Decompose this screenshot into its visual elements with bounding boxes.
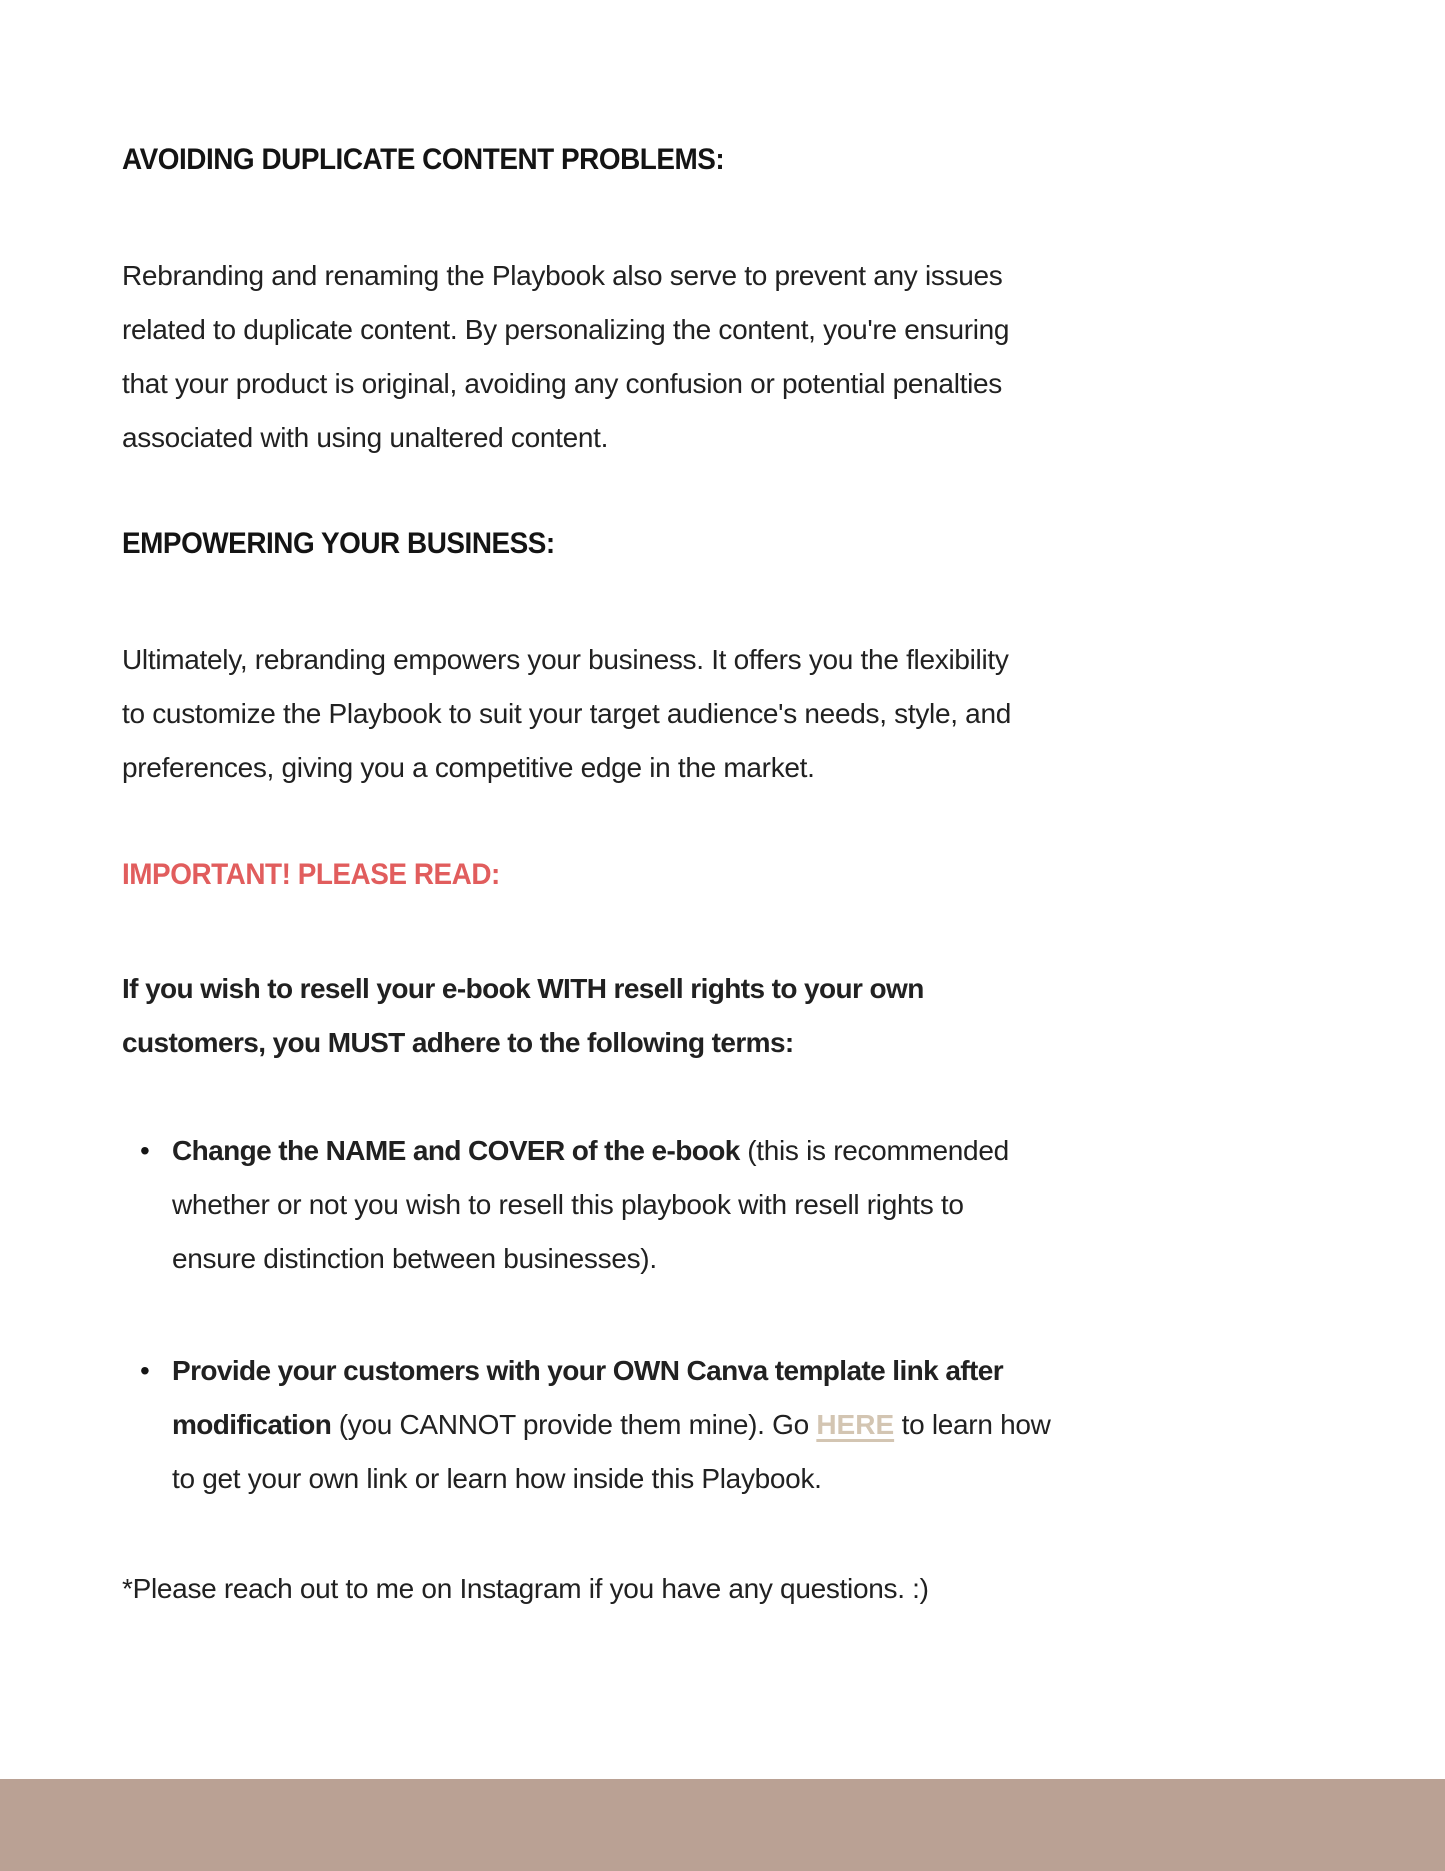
bullet-item-own-canva-link	[122, 1344, 1107, 1506]
bullet-text	[172, 1124, 1107, 1286]
bullet-bold-text: Provide your customers with your OWN Canva template link after	[172, 1355, 1004, 1386]
bullet-line: whether or not you wish to resell this playbook with resell rights to	[172, 1189, 964, 1220]
bullet-line	[172, 1344, 1107, 1398]
bullet-line: to get your own link or learn how inside this Playbook.	[172, 1463, 822, 1494]
footer-color-bar	[0, 1779, 1445, 1871]
heading-avoiding-duplicate-content: AVOIDING DUPLICATE CONTENT PROBLEMS:	[122, 143, 725, 176]
bullet-line	[172, 1398, 1107, 1452]
here-link[interactable]: HERE	[816, 1409, 895, 1440]
bullet-dot-icon: •	[140, 1355, 150, 1386]
paragraph-line: customers, you MUST adhere to the following terms:	[122, 1027, 794, 1058]
page-content	[122, 133, 1107, 1616]
bullet-regular-text: (you CANNOT provide them mine). Go	[331, 1409, 817, 1440]
paragraph-line: preferences, giving you a competitive edge in the market.	[122, 752, 815, 783]
footnote-instagram	[122, 1562, 1107, 1616]
bullet-bold-text: modification	[172, 1409, 332, 1440]
bullet-bold-text: Change the NAME and COVER of the e-book	[172, 1135, 740, 1166]
bullet-line: ensure distinction between businesses).	[172, 1243, 657, 1274]
paragraph-resell-terms-intro	[122, 962, 1107, 1070]
paragraph-line: related to duplicate content. By personalizing the content, you're ensuring	[122, 314, 1010, 345]
paragraph-line: to customize the Playbook to suit your target audience's needs, style, and	[122, 698, 1012, 729]
paragraph-empowering	[122, 633, 1107, 795]
bullet-item-change-name-cover	[122, 1124, 1107, 1286]
footnote-line: *Please reach out to me on Instagram if you have any questions. :)	[122, 1573, 929, 1604]
paragraph-duplicate-content	[122, 249, 1107, 465]
paragraph-line: Rebranding and renaming the Playbook also serve to prevent any issues	[122, 260, 1003, 291]
bullet-line	[172, 1124, 1107, 1178]
heading-empowering-your-business: EMPOWERING YOUR BUSINESS:	[122, 527, 555, 560]
paragraph-line: Ultimately, rebranding empowers your business. It offers you the flexibility	[122, 644, 1009, 675]
paragraph-line: If you wish to resell your e-book WITH resell rights to your own	[122, 973, 924, 1004]
bullet-text	[172, 1344, 1107, 1506]
paragraph-line: associated with using unaltered content.	[122, 422, 609, 453]
bullet-dot-icon: •	[140, 1135, 150, 1166]
bullet-regular-text: to learn how	[894, 1409, 1051, 1440]
paragraph-line: that your product is original, avoiding any confusion or potential penalties	[122, 368, 1002, 399]
bullet-regular-text: (this is recommended	[739, 1135, 1009, 1166]
heading-important-please-read: IMPORTANT! PLEASE READ:	[122, 858, 500, 891]
